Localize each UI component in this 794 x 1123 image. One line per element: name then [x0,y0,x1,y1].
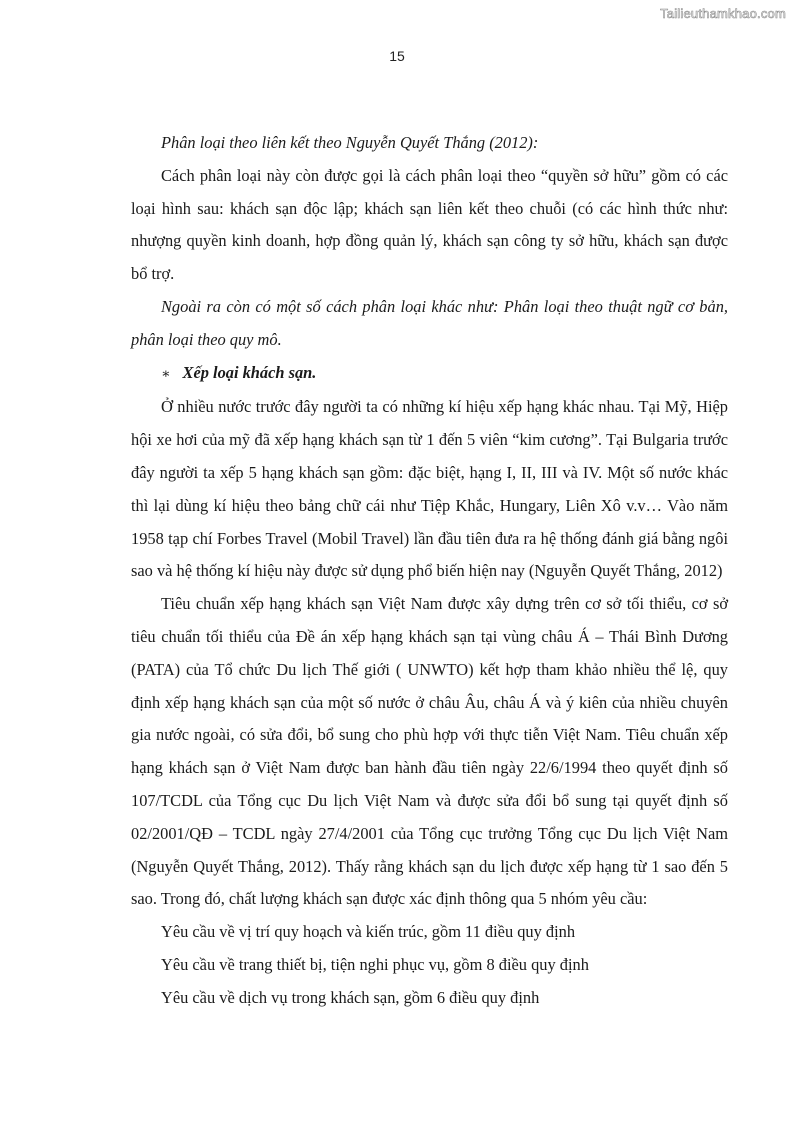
bullet-icon: ∗ [161,366,171,382]
document-body [131,127,728,1015]
requirement-item: Yêu cầu về vị trí quy hoạch và kiến trúc, gồm 11 điều quy định [161,922,576,942]
section-heading-text: Xếp loại khách sạn. [182,362,317,382]
watermark: Tailieuthamkhao.com [660,6,786,21]
requirement-item: Yêu cầu về trang thiết bị, tiện nghi phục vụ, gồm 8 điều quy định [161,954,589,974]
section-heading [131,357,728,392]
classification-by-affiliation-heading: Phân loại theo liên kết theo Nguyễn Quyết Thắng (2012): [161,133,539,152]
affiliation-paragraph: Cách phân loại này còn được gọi là cách phân loại theo “quyền sở hữu” gồm có các loại hình sau: khách sạn độc lập; khách sạn liên kết theo chuỗi (có các hình thức như: nhượng quyền kinh doanh, hợp đồng quản lý, khách sạn công ty sở hữu, khách sạn được bổ trợ. [131,165,728,284]
rating-history-paragraph: Ở nhiều nước trước đây người ta có những kí hiệu xếp hạng khác nhau. Tại Mỹ, Hiệp hội xe hơi của mỹ đã xếp hạng khách sạn từ 1 đến 5 viên “kim cương”. Tại Bulgaria trước đây người ta xếp 5 hạng khách sạn gồm: đặc biệt, hạng I, II, III và IV. Một số nước khác thì lại dùng kí hiệu theo bảng chữ cái như Tiệp Khắc, Hungary, Liên Xô v.v… Vào năm 1958 tạp chí Forbes Travel (Mobil Travel) lần đầu tiên đưa ra hệ thống đánh giá bằng ngôi sao và hệ thống kí hiệu này được sử dụng phổ biến hiện nay (Nguyễn Quyết Thắng, 2012) [131,397,728,581]
other-classifications-paragraph: Ngoài ra còn có một số cách phân loại khác như: Phân loại theo thuật ngữ cơ bản, phân loại theo quy mô. [131,296,728,349]
requirement-item: Yêu cầu về dịch vụ trong khách sạn, gồm 6 điều quy định [161,987,540,1007]
page-number: 15 [389,48,405,64]
vietnam-standards-paragraph: Tiêu chuẩn xếp hạng khách sạn Việt Nam được xây dựng trên cơ sở tối thiểu, cơ sở tiêu chuẩn tối thiểu của Đề án xếp hạng khách sạn tại vùng châu Á – Thái Bình Dương (PATA) của Tổ chức Du lịch Thế giới ( UNWTO) kết hợp tham khảo nhiều thể lệ, quy định xếp hạng khách sạn của một số nước ở châu Âu, châu Á và ý kiên của nhiều chuyên gia nước ngoài, có sửa đổi, bổ sung cho phù hợp với thực tiễn Việt Nam. Tiêu chuẩn xếp hạng khách sạn ở Việt Nam được ban hành đầu tiên ngày 22/6/1994 theo quyết định số 107/TCDL của Tổng cục Du lịch Việt Nam và được sửa đổi bổ sung tại quyết định số 02/2001/QĐ – TCDL ngày 27/4/2001 của Tổng cục trưởng Tổng cục Du lịch Việt Nam (Nguyễn Quyết Thắng, 2012). Thấy rằng khách sạn du lịch được xếp hạng từ 1 sao đến 5 sao. Trong đó, chất lượng khách sạn được xác định thông qua 5 nhóm yêu cầu: [131,594,728,909]
